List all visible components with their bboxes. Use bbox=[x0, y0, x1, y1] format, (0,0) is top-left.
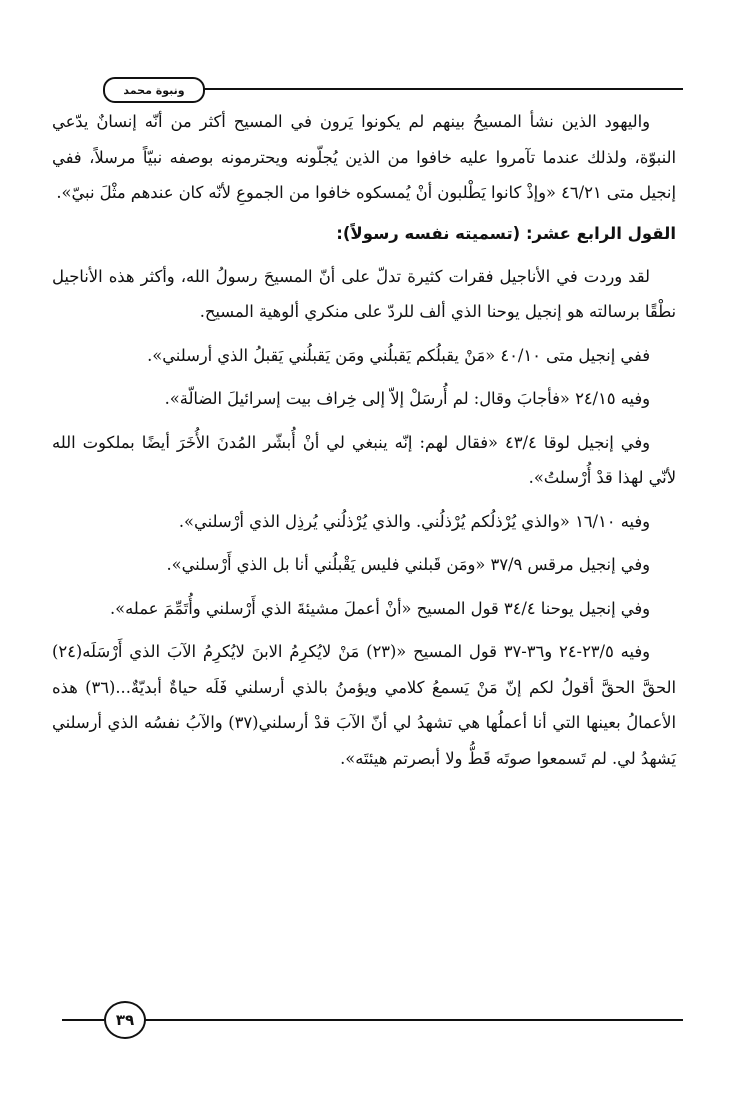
header-rule bbox=[200, 88, 683, 90]
paragraph-mark-9: وفي إنجيل مرقس ٣٧/٩ «ومَن قَبلني فليس يَقْبلُني أنا بل الذي أَرْسلني». bbox=[166, 555, 650, 574]
paragraph-jews-view: واليهود الذين نشأ المسيحُ بينهم لم يكونوا يَرون في المسيح أكثر من أنّه إنسانٌ يدّعي النبوّة، ولذلك عندما تآمروا عليه خافوا من الذين يُجلّونه ويحترمونه بوصفه نبيّاً مرسلاً، ففي إنجيل متى ٤٦/٢١ «وإذْ كانوا يَطْلبون أنْ يُمسكوه خافوا من الجموعِ لأنّه كان عندهم مثْلَ نبيّ». bbox=[52, 112, 676, 202]
paragraph-luke-10: وفيه ١٦/١٠ «والذي يُرْذلُكم يُرْذلُني. والذي يُرْذلُني يُرذِل الذي أرْسلني». bbox=[178, 511, 650, 531]
paragraph-matthew-10: ففي إنجيل متى ٤٠/١٠ «مَنْ يقبلُكم يَقبلُني ومَن يَقبلُني يَقبلُ الذي أرسلني». bbox=[147, 345, 650, 365]
running-title: ونبوة محمد bbox=[103, 77, 205, 103]
paragraph-john-5: وفيه ٢٣/٥-٢٤ و٣٦-٣٧ قول المسيح «(٢٣) مَنْ لايُكرِمُ الابنَ لايُكرِمُ الآبَ الذي أَرْسَلَه(٢٤) الحقَّ الحقَّ أقولُ لكم إنّ مَنْ يَسمعُ كلامي ويؤمنُ بالذي أرسلني فَلَه حياةٌ أبديّةٌ...(٣٦) هذه الأعمالُ بعينها التي أنا أعملُها هي تشهدُ لي أنّ الآبَ قدْ أرسلني(٣٧) والآبُ نفسُه الذي أرسلني يَشهدُ لي. لم تَسمعوا صوتَه قَطُّ ولا أبصرتم هيئتَه». bbox=[52, 642, 676, 768]
paragraph-luke-4: وفي إنجيل لوقا ٤٣/٤ «فقال لهم: إنّه ينبغي لي أنْ أُبشّر المُدنَ الأُخَرَ أيضًا بملكوت الله لأنّي لهذا قدْ أُرْسلتُ». bbox=[52, 432, 676, 487]
footer-rule-left bbox=[62, 1019, 104, 1021]
page-body bbox=[52, 104, 676, 784]
section-heading: القول الرابع عشر: (تسميته نفسه رسولاً): bbox=[336, 223, 676, 243]
paragraph-matthew-15: وفيه ٢٤/١٥ «فأجابَ وقال: لم أُرسَلْ إلاّ إلى خِراف بيت إسرائيلَ الضالّة». bbox=[164, 389, 650, 408]
paragraph-intro: لقد وردت في الأناجيل فقرات كثيرة تدلّ على أنّ المسيحَ رسولُ الله، وأكثر هذه الأناجيل نطْقًا برسالته هو إنجيل يوحنا الذي ألف للردّ على منكري ألوهية المسيح. bbox=[52, 266, 676, 321]
page-number: ٣٩ bbox=[104, 1001, 146, 1039]
paragraph-john-4: وفي إنجيل يوحنا ٣٤/٤ قول المسيح «أنْ أعملَ مشيئةَ الذي أَرْسلني وأُتَمِّمَ عمله». bbox=[109, 598, 650, 618]
footer-rule bbox=[145, 1019, 683, 1021]
